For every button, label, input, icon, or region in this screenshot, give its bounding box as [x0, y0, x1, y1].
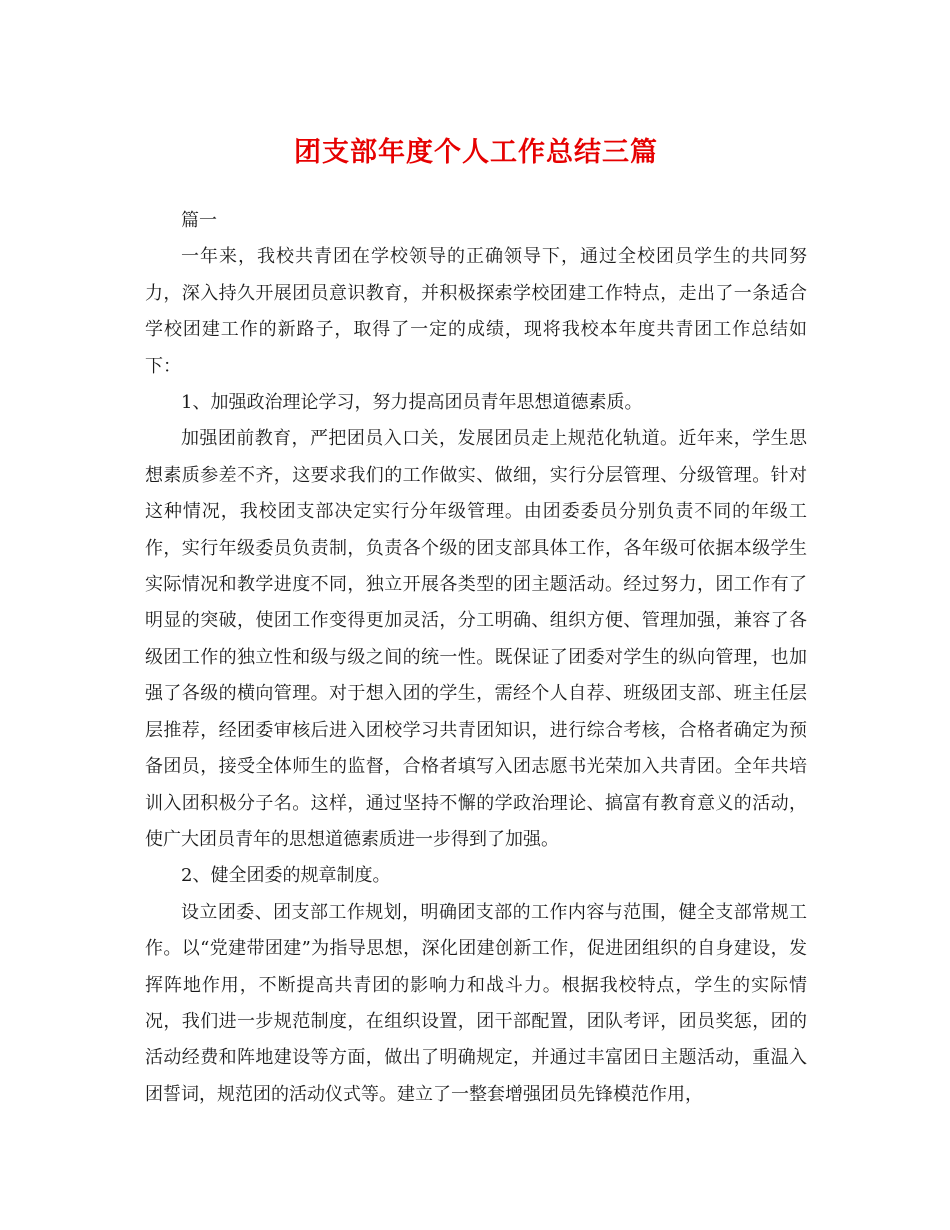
document-body — [145, 203, 807, 1113]
numbered-heading: 2、健全团委的规章制度。 — [181, 865, 391, 887]
section-heading: 篇一 — [181, 210, 217, 231]
paragraph: 一年来，我校共青团在学校领导的正确领导下，通过全校团员学生的共同努力，深入持久开展团员意识教育，并积极探索学校团建工作特点，走出了一条适合学校团建工作的新路子，取得了一定的成绩，现将我校本年度共青团工作总结如下： — [145, 246, 807, 377]
document-title: 团支部年度个人工作总结三篇 — [294, 137, 658, 168]
paragraph: 加强团前教育，严把团员入口关，发展团员走上规范化轨道。近年来，学生思想素质参差不齐，这要求我们的工作做实、做细，实行分层管理、分级管理。针对这种情况，我校团支部决定实行分年级管理。由团委委员分别负责不同的年级工作，实行年级委员负责制，负责各个级的团支部具体工作，各年级可依据本级学生实际情况和教学进度不同，独立开展各类型的团主题活动。经过努力，团工作有了明显的突破，使团工作变得更加灵活，分工明确、组织方便、管理加强，兼容了各级团工作的独立性和级与级之间的统一性。既保证了团委对学生的纵向管理，也加强了各级的横向管理。对于想入团的学生，需经个人自荐、班级团支部、班主任层层推荐，经团委审核后进入团校学习共青团知识，进行综合考核，合格者确定为预备团员，接受全体师生的监督，合格者填写入团志愿书光荣加入共青团。全年共培训入团积极分子名。这样，通过坚持不懈的学政治理论、搞富有教育意义的活动，使广大团员青年的思想道德素质进一步得到了加强。 — [145, 428, 807, 850]
numbered-heading: 1、加强政治理论学习，努力提高团员青年思想道德素质。 — [181, 392, 643, 414]
paragraph: 设立团委、团支部工作规划，明确团支部的工作内容与范围，健全支部常规工作。以“党建带团建”为指导思想，深化团建创新工作，促进团组织的自身建设，发挥阵地作用，不断提高共青团的影响力和战斗力。根据我校特点，学生的实际情况，我们进一步规范制度，在组织设置，团干部配置，团队考评，团员奖惩，团的活动经费和阵地建设等方面，做出了明确规定，并通过丰富团日主题活动，重温入团誓词，规范团的活动仪式等。建立了一整套增强团员先锋模范作用， — [145, 901, 807, 1105]
